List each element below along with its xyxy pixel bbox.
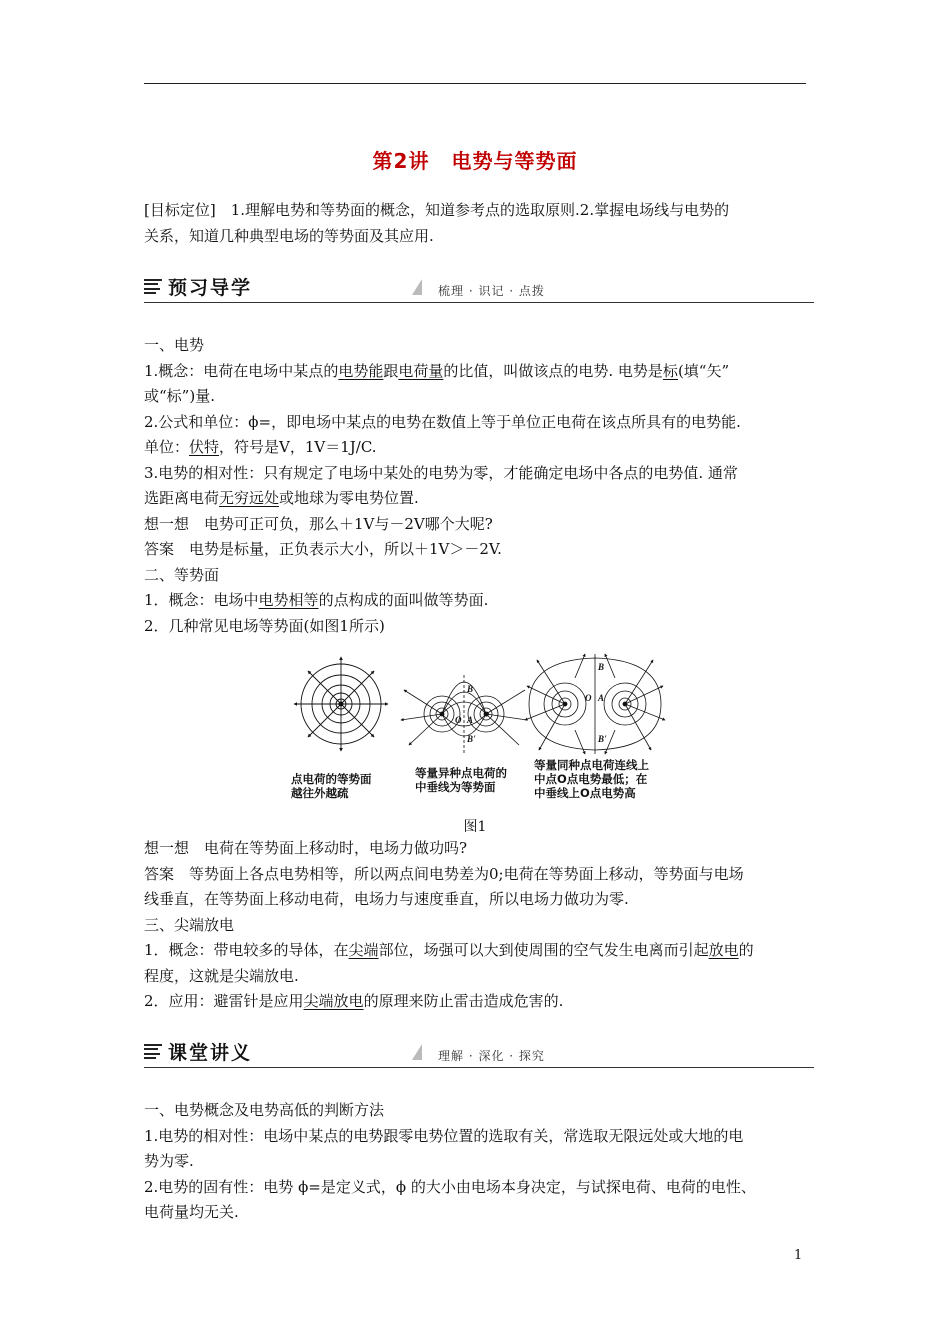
triangle-icon <box>412 279 422 295</box>
page-title <box>0 145 950 174</box>
svg-text:B: B <box>467 684 474 694</box>
goal-line-2: 关系，知道几种典型电场的等势面及其应用. <box>144 226 434 245</box>
caption-point-charge: 点电荷的等势面 越往外越疏 <box>291 772 372 800</box>
answer-2-line-1: 答案 等势面上各点电势相等，所以两点间电势差为0;电荷在等势面上移动，等势面与电场 <box>144 864 744 883</box>
stripes-icon <box>144 1044 162 1061</box>
lecture-p1-line-2: 势为零. <box>144 1152 194 1170</box>
answer-1: 答案 电势是标量，正负表示大小，所以＋1V＞－2V. <box>144 540 502 558</box>
point-charge-diagram <box>294 657 388 751</box>
stripes-icon <box>144 279 162 296</box>
lecture-content <box>144 1098 812 1226</box>
formula-line-2: 单位：伏特，符号是V，1V＝1J/C. <box>144 438 377 456</box>
relativity-line-1: 3.电势的相对性：只有规定了电场中某处的电势为零，才能确定电场中各点的电势值. 通常 <box>144 463 738 482</box>
formula-line-1: 2.公式和单位：ϕ=，即电场中某点的电势在数值上等于单位正电荷在该点所具有的电势能. <box>144 412 741 431</box>
title-topic: 电势与等势面 <box>451 149 578 173</box>
lecture-p1-line-1: 1.电势的相对性：电场中某点的电势跟零电势位置的选取有关，常选取无限远处或大地的电 <box>144 1126 744 1145</box>
discharge-application: 2．应用：避雷针是应用尖端放电的原理来防止雷击造成危害的. <box>144 992 564 1010</box>
section-title-preview: 预习导学 <box>168 277 253 299</box>
answer-2-line-2: 线垂直，在等势面上移动电荷，电场力与速度垂直，所以电场力做功为零. <box>144 890 629 908</box>
svg-text:B': B' <box>598 734 607 744</box>
concept-line-2: 或“标”)量. <box>144 387 215 405</box>
section-title-lecture: 课堂讲义 <box>168 1042 253 1064</box>
heading-potential: 一、电势 <box>144 336 205 354</box>
svg-text:A: A <box>598 693 605 703</box>
goal-line-1: [目标定位] 1.理解电势和等势面的概念，知道参考点的选取原则.2.掌握电场线与电势的 <box>144 201 730 219</box>
lecture-heading-1: 一、电势概念及电势高低的判断方法 <box>144 1101 385 1119</box>
preview-content-2 <box>144 836 812 1015</box>
learning-goals <box>144 198 812 249</box>
figure-label: 图1 <box>463 819 487 835</box>
think-question-1: 想一想 电势可正可负，那么＋1V与－2V哪个大呢? <box>144 514 493 533</box>
section-header-lecture <box>144 1038 814 1068</box>
title-lesson-number: 第2讲 <box>372 149 430 173</box>
figure-equipotential-surfaces <box>289 650 671 802</box>
think-question-2: 想一想 电荷在等势面上移动时，电场力做功吗? <box>144 839 468 857</box>
like-charges-diagram <box>525 654 665 754</box>
svg-text:B: B <box>598 662 605 672</box>
header-rule <box>144 83 806 84</box>
section-subtitle-preview: 梳理 · 识记 · 点拨 <box>438 284 545 298</box>
svg-text:O: O <box>455 715 462 725</box>
lecture-p2-line-1: 2.电势的固有性：电势 ϕ=是定义式，ϕ 的大小由电场本身决定，与试探电荷、电荷的电性、 <box>144 1177 756 1196</box>
relativity-line-2: 选距离电荷无穷远处或地球为零电势位置. <box>144 489 419 507</box>
caption-like-charges: 等量同种点电荷连线上 中点O点电势最低；在 中垂线上O点电势高 <box>534 758 649 800</box>
equipotential-concept: 1．概念：电场中电势相等的点构成的面叫做等势面. <box>144 591 489 609</box>
discharge-concept-1: 1．概念：带电较多的导体，在尖端部位，场强可以大到使周围的空气发生电离而引起放电的 <box>144 941 754 959</box>
field-diagrams <box>289 650 671 765</box>
heading-equipotential: 二、等势面 <box>144 565 220 584</box>
page-number: 1 <box>794 1248 803 1263</box>
opposite-charges-diagram <box>401 675 527 754</box>
discharge-concept-2: 程度，这就是尖端放电. <box>144 966 299 985</box>
preview-content <box>144 333 812 639</box>
point-labels <box>455 662 607 744</box>
section-header-preview <box>144 273 814 303</box>
section-subtitle-lecture: 理解 · 深化 · 探究 <box>438 1049 545 1063</box>
svg-text:O: O <box>585 693 592 703</box>
lecture-p2-line-2: 电荷量均无关. <box>144 1203 239 1221</box>
svg-text:B': B' <box>467 734 476 744</box>
equipotential-examples: 2．几种常见电场等势面(如图1所示) <box>144 616 385 635</box>
heading-point-discharge: 三、尖端放电 <box>144 915 235 934</box>
svg-text:A: A <box>467 715 474 725</box>
caption-opposite-charges: 等量异种点电荷的 中垂线为等势面 <box>415 766 507 794</box>
concept-line-1: 1.概念：电荷在电场中某点的电势能跟电荷量的比值，叫做该点的电势. 电势是标(填“矢” <box>144 361 730 380</box>
triangle-icon <box>412 1044 422 1060</box>
